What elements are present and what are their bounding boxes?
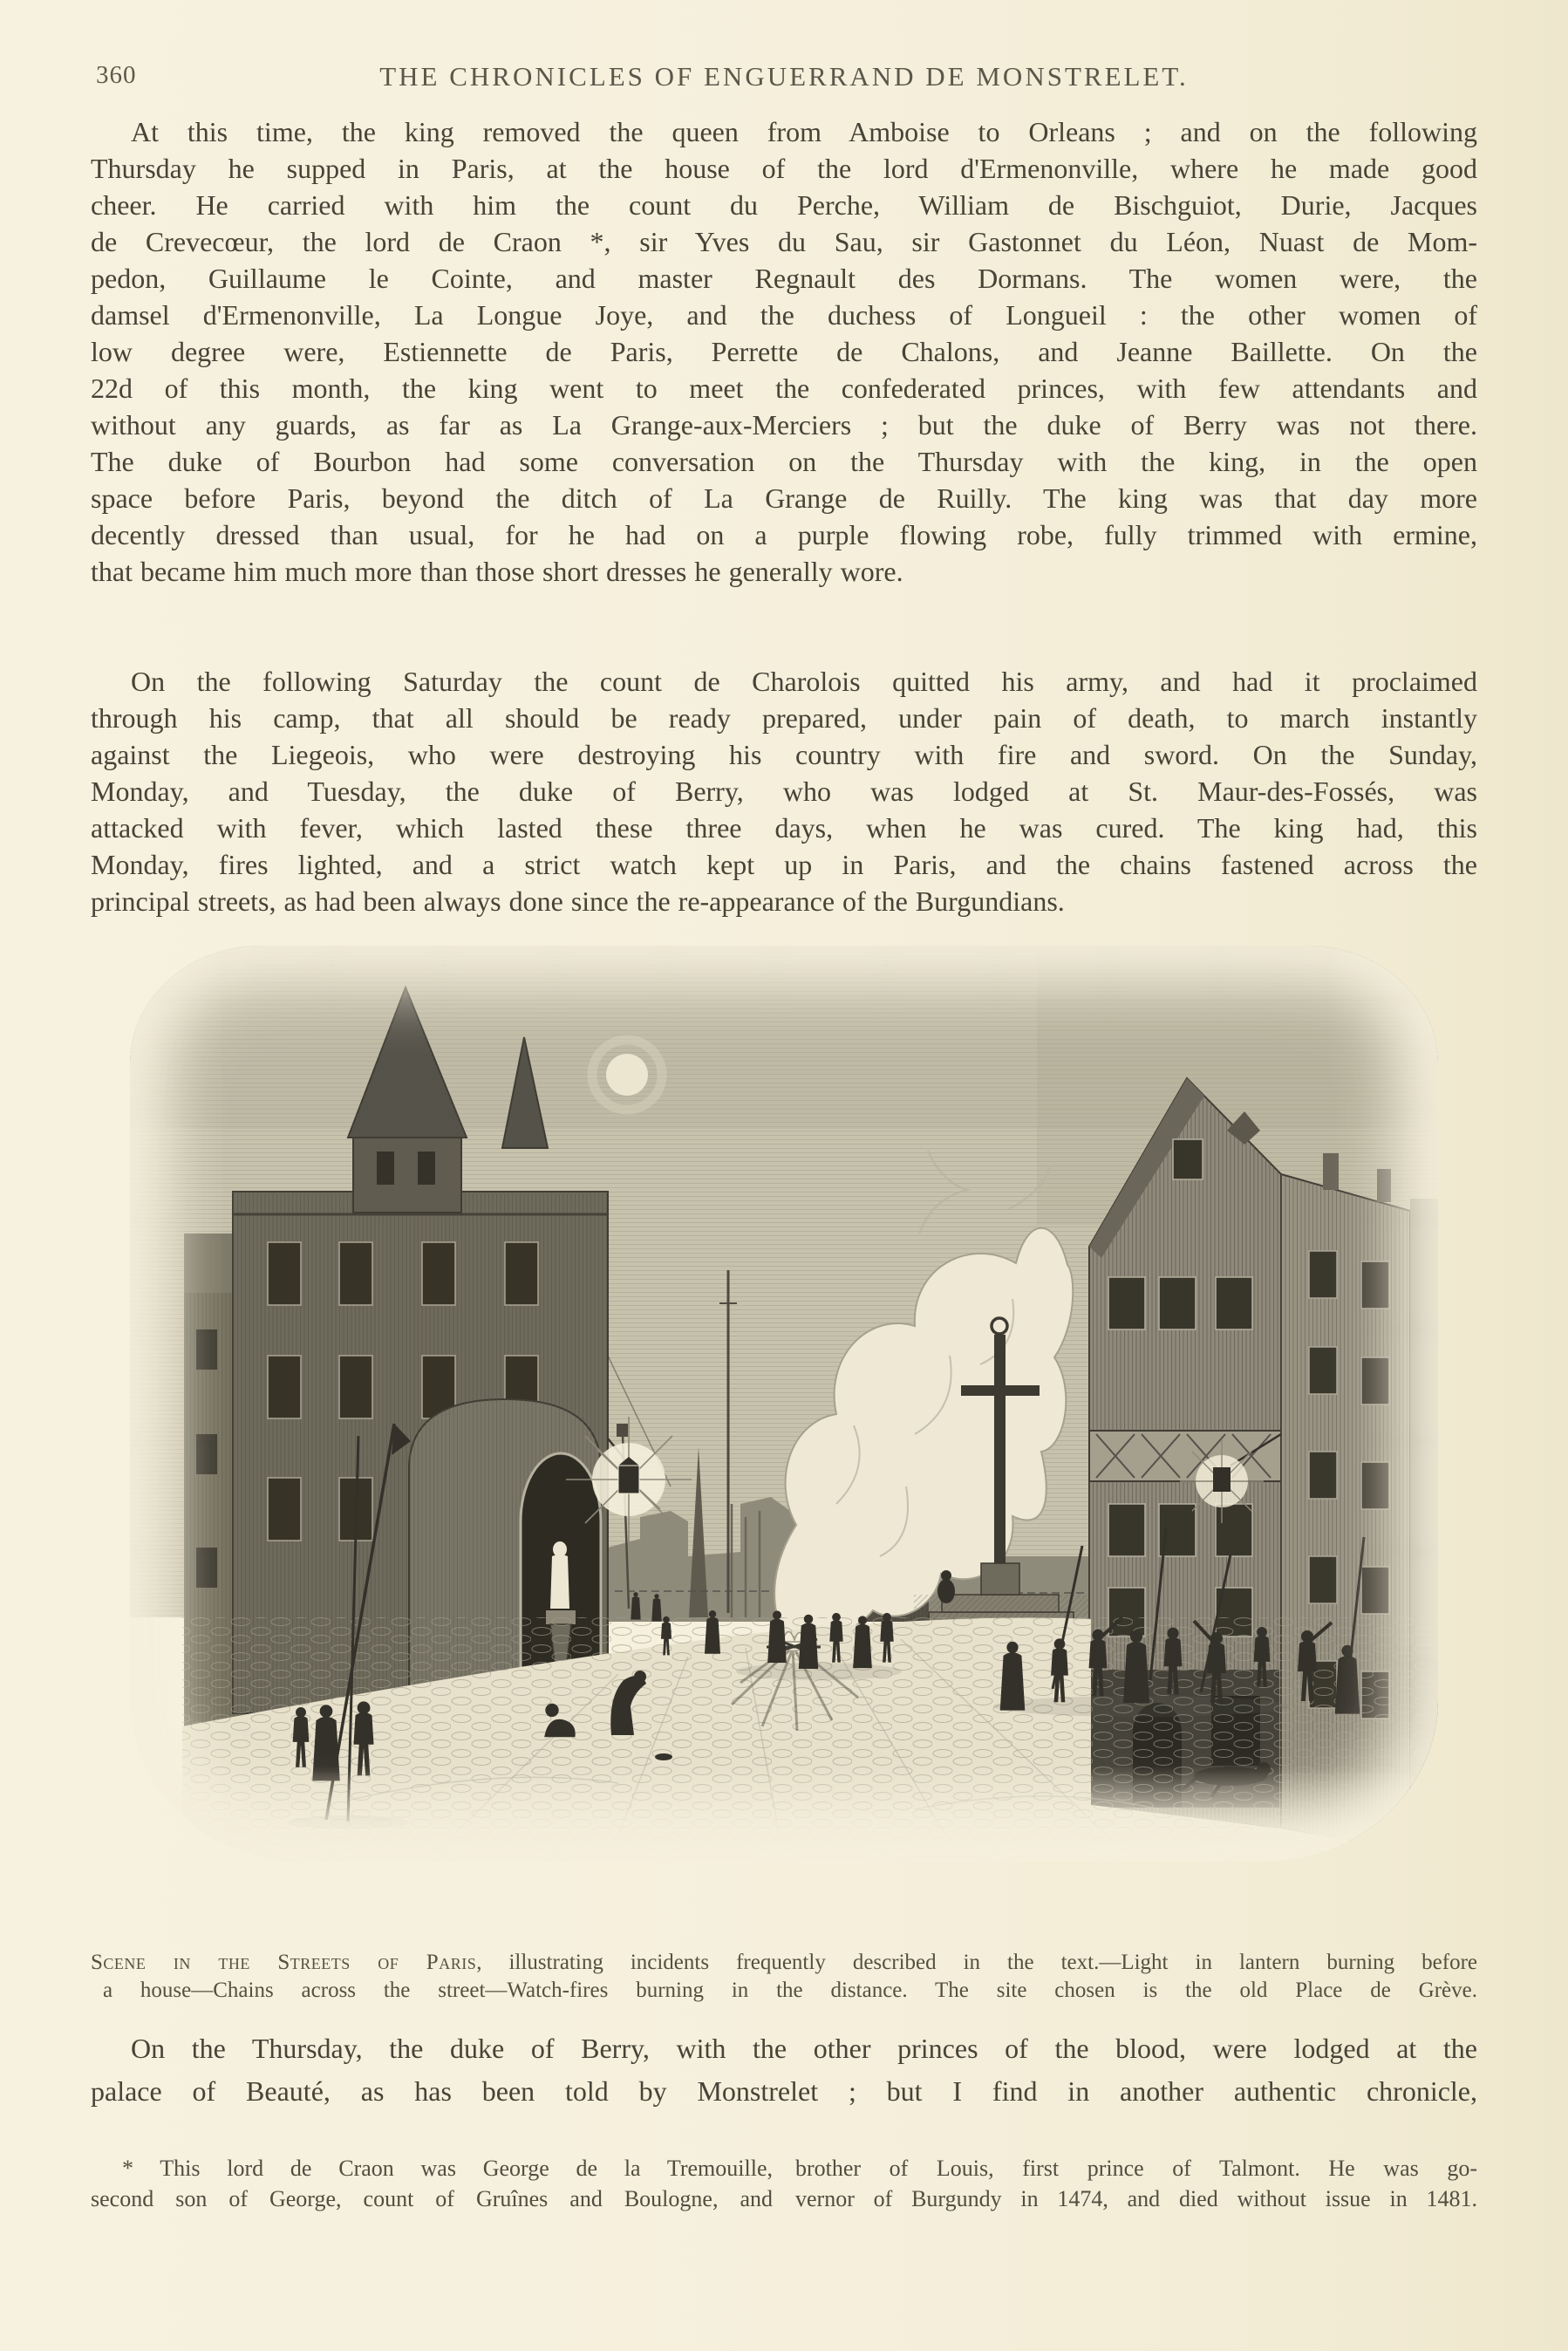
text-line: principal streets, as had been always done since the re-appearance of the Burgundians.	[91, 885, 1065, 917]
caption-line	[91, 1949, 1477, 1977]
text-line: On the following Saturday the count de Charolois quitted his army, and had it proclaimed	[131, 666, 1477, 697]
text-line: cheer. He carried with him the count du Perche, William de Bischguiot, Durie, Jacques	[91, 189, 1477, 221]
text-line: Monday, and Tuesday, the duke of Berry, who was lodged at St. Maur-des-Fossés, was	[91, 776, 1477, 807]
paragraph-2	[91, 663, 1477, 919]
house-lantern-glow	[1196, 1455, 1248, 1507]
footnote-line: second son of George, count of Gruînes and Boulogne, and	[91, 2186, 773, 2211]
engraving-illustration	[130, 946, 1438, 1862]
text-line: low degree were, Estiennette de Paris, Perrette de Chalons, and Jeanne Baillette. On the	[91, 336, 1477, 367]
cathedral-spire	[689, 1447, 708, 1617]
figure-caption	[91, 1949, 1477, 2005]
footnote-line: brother of Louis, first prince of Talmont. He was go-	[795, 2156, 1477, 2181]
caption-text: , illustrating incidents frequently described in the text.—Light in lantern burning before	[476, 1951, 1477, 1974]
caption-lead: Scene in the Streets of Paris	[91, 1951, 477, 1974]
street-scene-figure	[91, 946, 1477, 1862]
text-line: that became him much more than those short dresses he generally wore.	[91, 556, 903, 587]
distant-town	[608, 1270, 1096, 1622]
text-line: At this time, the king removed the queen from Amboise to Orleans ; and on the following	[131, 116, 1477, 147]
balcony	[1089, 1431, 1281, 1481]
text-line: The duke of Bourbon had some conversation on the Thursday with the king, in the open	[91, 446, 1477, 477]
small-spire	[502, 1037, 548, 1148]
caption-line: a house—Chains across the street—Watch-fires burning in the distance. The site chosen is the old Place de Grève.	[103, 1979, 1477, 2002]
text-line: attacked with fever, which lasted these three days, when he was cured. The king had, this	[91, 812, 1477, 844]
lantern-glow	[592, 1443, 665, 1516]
statue-niche	[521, 1453, 601, 1705]
pike-pennant	[392, 1424, 411, 1455]
moon-halo	[592, 1040, 662, 1110]
distant-tower	[852, 1434, 929, 1622]
page-header	[91, 0, 1477, 98]
text-line: space before Paris, beyond the ditch of La Grange de Ruilly. The king was that day more	[91, 482, 1477, 514]
text-line: against the Liegeois, who were destroying his country with fire and sword. On the Sunday,	[91, 739, 1477, 770]
left-tower-building	[184, 988, 608, 1729]
footnote-left-column	[91, 2153, 773, 2214]
street-figures	[293, 1424, 1364, 1821]
market-cross	[914, 1318, 1092, 1649]
figure-shadows	[287, 1663, 1290, 1829]
text-line: damsel d'Ermenonville, La Longue Joye, and the duchess of Longueil : the other women of	[91, 299, 1477, 331]
text-line: pedon, Guillaume le Cointe, and master Regnault des Dormans. The women were, the	[91, 263, 1477, 294]
text-line: de Crevecœur, the lord de Craon *, sir Yves du Sau, sir Gastonnet du Léon, Nuast de Mom-	[91, 226, 1477, 257]
page-number: 360	[96, 61, 137, 89]
text-line: 22d of this month, the king went to meet the confederated princes, with few attendants and	[91, 372, 1477, 404]
house-lantern	[1213, 1467, 1231, 1492]
street-chains	[615, 1591, 1096, 1593]
paragraph-1	[91, 113, 1477, 590]
text-line: palace of Beauté, as has been told by Monstrelet ; but I find in another authentic chronicle,	[91, 2075, 1477, 2107]
footnote-right-column	[795, 2153, 1477, 2214]
running-title: THE CHRONICLES OF ENGUERRAND DE MONSTRELET.	[379, 61, 1189, 92]
text-line: decently dressed than usual, for he had on a purple flowing robe, fully trimmed with ermine,	[91, 519, 1477, 550]
text-line: On the Thursday, the duke of Berry, with the other princes of the blood, were lodged at the	[131, 2033, 1477, 2064]
moon	[606, 1054, 648, 1096]
watch-fire-smoke	[774, 1151, 1073, 1644]
footnote	[91, 2153, 1477, 2214]
text-line: Monday, fires lighted, and a strict watch kept up in Paris, and the chains fastened across the	[91, 849, 1477, 880]
fallen-figure	[1194, 1767, 1267, 1786]
text-line: through his camp, that all should be ready prepared, under pain of death, to march instantly	[91, 702, 1477, 734]
gabled-house	[1089, 1078, 1281, 1828]
text-line: without any guards, as far as La Grange-aux-Merciers ; but the duke of Berry was not there.	[91, 409, 1477, 441]
engraving-svg	[130, 946, 1438, 1862]
right-houses	[1089, 1078, 1438, 1853]
street-lantern	[566, 1417, 692, 1542]
niche-statue	[553, 1541, 567, 1557]
paragraph-3	[91, 2027, 1477, 2113]
watch-fire	[732, 1631, 858, 1731]
text-line: Thursday he supped in Paris, at the house of the lord d'Ermenonville, where he made good	[91, 153, 1477, 184]
round-bastion	[409, 1399, 601, 1713]
night-sky	[130, 946, 1438, 1617]
footnote-line: vernor of Burgundy in 1474, and died without issue in 1481.	[795, 2186, 1477, 2211]
footnote-line: * This lord de Craon was George de la Tremouille,	[122, 2156, 773, 2181]
turret-cone	[348, 988, 467, 1138]
cobbled-street	[182, 1617, 1438, 1862]
